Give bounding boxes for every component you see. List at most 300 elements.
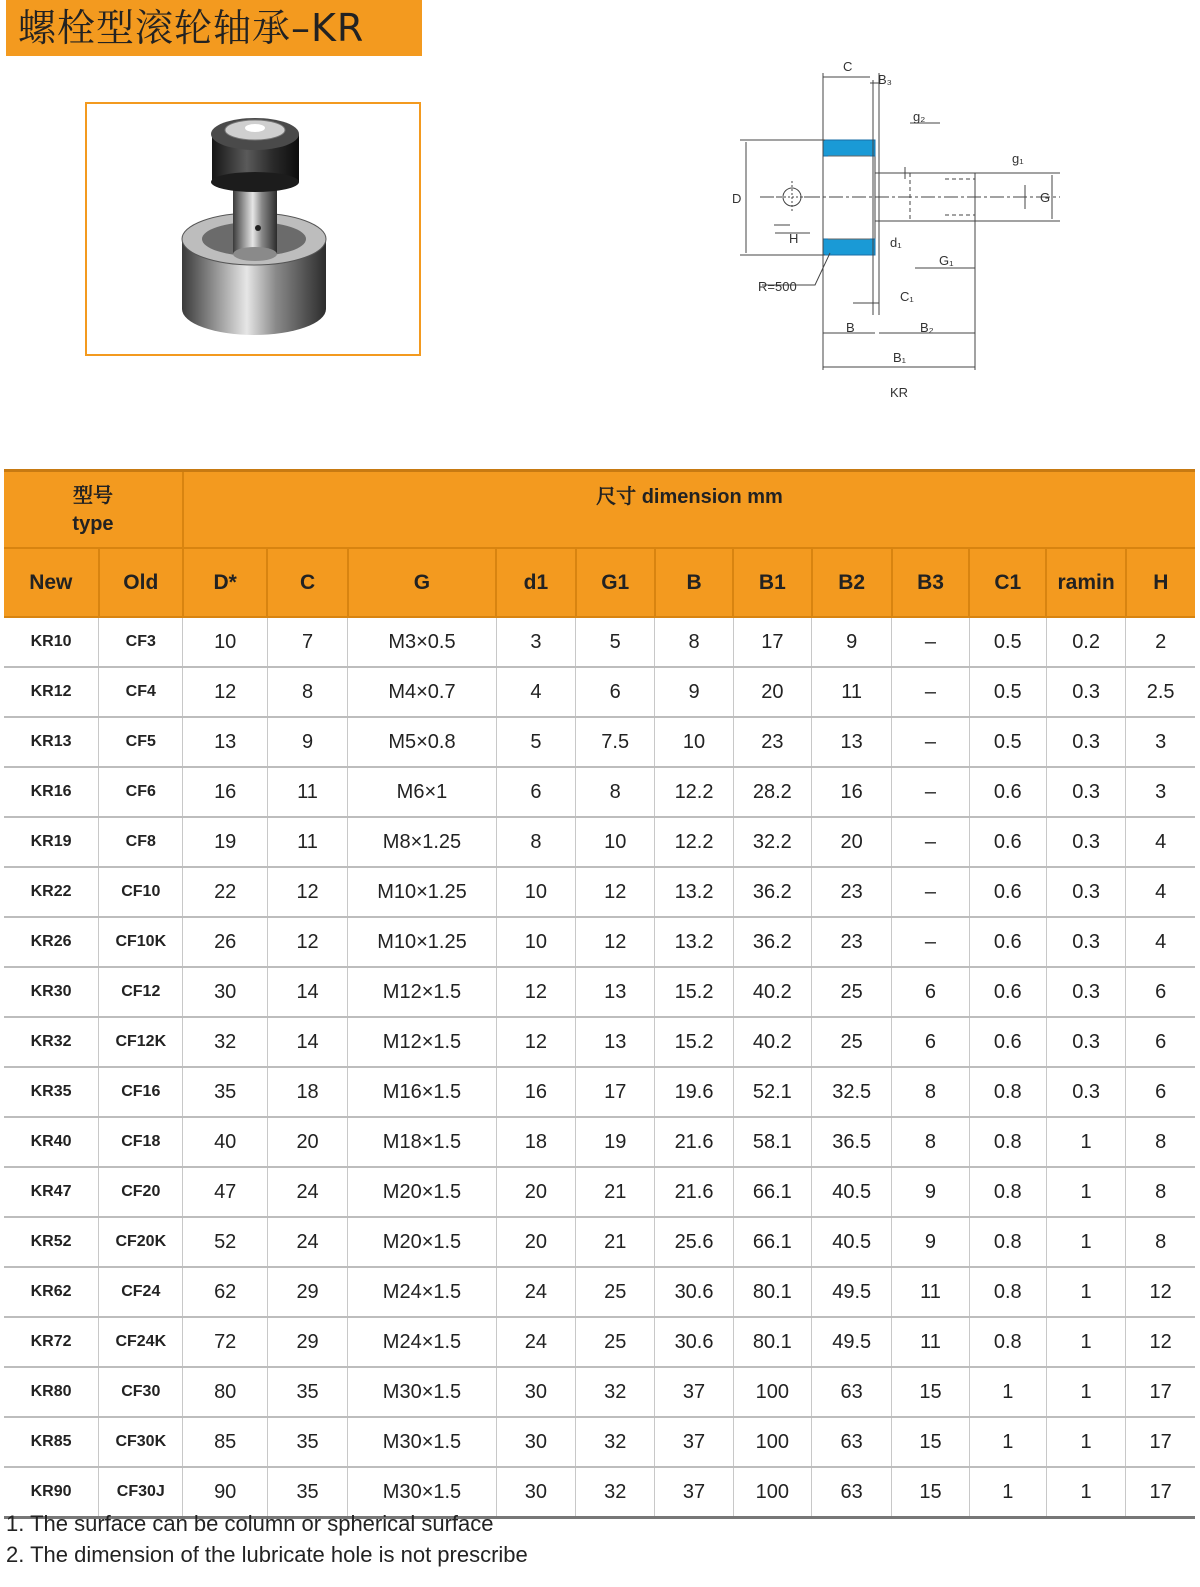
table-cell: M16×1.5 xyxy=(348,1067,496,1117)
table-cell: 80 xyxy=(183,1367,267,1417)
table-cell: 30.6 xyxy=(655,1267,733,1317)
table-cell: 23 xyxy=(812,867,892,917)
table-cell: – xyxy=(892,767,969,817)
table-cell: 17 xyxy=(1126,1367,1195,1417)
table-cell: 40.2 xyxy=(733,1017,811,1067)
table-cell: 10 xyxy=(655,717,733,767)
table-cell: CF30J xyxy=(99,1467,183,1518)
table-cell: 0.3 xyxy=(1046,1017,1125,1067)
table-cell: KR16 xyxy=(4,767,99,817)
table-cell: 6 xyxy=(1126,967,1195,1017)
type-header xyxy=(4,471,183,549)
table-cell: CF12 xyxy=(99,967,183,1017)
table-cell: 12 xyxy=(267,917,347,967)
dimension-header: 尺寸 dimension mm xyxy=(183,471,1195,549)
table-cell: 25 xyxy=(812,967,892,1017)
table-cell: 32 xyxy=(183,1017,267,1067)
table-cell: KR13 xyxy=(4,717,99,767)
table-cell: CF18 xyxy=(99,1117,183,1167)
table-cell: 32.2 xyxy=(733,817,811,867)
dim-label-c1: C₁ xyxy=(900,289,914,304)
table-cell: KR47 xyxy=(4,1167,99,1217)
table-cell: 63 xyxy=(812,1367,892,1417)
table-cell: 36.2 xyxy=(733,867,811,917)
table-cell: 36.5 xyxy=(812,1117,892,1167)
column-header: ramin xyxy=(1046,548,1125,617)
table-cell: 32.5 xyxy=(812,1067,892,1117)
table-row xyxy=(4,917,1195,967)
table-cell: 1 xyxy=(1046,1117,1125,1167)
table-cell: CF4 xyxy=(99,667,183,717)
table-cell: KR32 xyxy=(4,1017,99,1067)
table-cell: 20 xyxy=(496,1167,575,1217)
table-cell: M10×1.25 xyxy=(348,917,496,967)
table-cell: KR62 xyxy=(4,1267,99,1317)
table-cell: 6 xyxy=(1126,1017,1195,1067)
table-cell: 10 xyxy=(183,617,267,667)
table-cell: CF6 xyxy=(99,767,183,817)
table-cell: 1 xyxy=(1046,1317,1125,1367)
table-cell: 0.3 xyxy=(1046,817,1125,867)
table-row xyxy=(4,867,1195,917)
dim-label-b1: B₁ xyxy=(893,350,907,365)
table-cell: KR85 xyxy=(4,1417,99,1467)
table-cell: 0.5 xyxy=(969,717,1046,767)
table-body xyxy=(4,617,1195,1518)
table-cell: 9 xyxy=(892,1167,969,1217)
table-cell: 0.8 xyxy=(969,1317,1046,1367)
table-cell: 66.1 xyxy=(733,1217,811,1267)
note-1: 1. The surface can be column or spherical surface xyxy=(6,1511,494,1536)
table-cell: M20×1.5 xyxy=(348,1167,496,1217)
diagram-caption: KR xyxy=(890,385,909,400)
table-cell: KR40 xyxy=(4,1117,99,1167)
table-cell: 63 xyxy=(812,1417,892,1467)
table-cell: 80.1 xyxy=(733,1267,811,1317)
column-header: G xyxy=(348,548,496,617)
table-cell: 10 xyxy=(496,867,575,917)
table-cell: CF24 xyxy=(99,1267,183,1317)
table-cell: 40.5 xyxy=(812,1217,892,1267)
table-cell: 8 xyxy=(496,817,575,867)
table-cell: 11 xyxy=(892,1267,969,1317)
table-cell: 15 xyxy=(892,1467,969,1518)
table-cell: 2 xyxy=(1126,617,1195,667)
table-cell: 0.3 xyxy=(1046,767,1125,817)
table-cell: 16 xyxy=(183,767,267,817)
table-cell: 6 xyxy=(1126,1067,1195,1117)
table-cell: 13 xyxy=(576,967,655,1017)
column-header: B3 xyxy=(892,548,969,617)
table-cell: 24 xyxy=(496,1267,575,1317)
table-cell: 37 xyxy=(655,1367,733,1417)
table-cell: 23 xyxy=(812,917,892,967)
table-cell: – xyxy=(892,867,969,917)
page-title: 螺栓型滚轮轴承–KR xyxy=(6,0,422,56)
table-cell: KR12 xyxy=(4,667,99,717)
table-cell: 11 xyxy=(267,817,347,867)
table-cell: 58.1 xyxy=(733,1117,811,1167)
dim-label-g1: G₁ xyxy=(939,253,954,268)
column-header: d1 xyxy=(496,548,575,617)
dim-label-b: B xyxy=(846,320,855,335)
type-header-en: type xyxy=(72,512,114,535)
table-cell: 0.3 xyxy=(1046,717,1125,767)
table-cell: 30 xyxy=(496,1417,575,1467)
table-row xyxy=(4,1217,1195,1267)
table-cell: M30×1.5 xyxy=(348,1417,496,1467)
table-cell: 35 xyxy=(267,1367,347,1417)
table-cell: 80.1 xyxy=(733,1317,811,1367)
dim-label-g: G xyxy=(1040,190,1051,205)
table-cell: 10 xyxy=(576,817,655,867)
table-cell: 15.2 xyxy=(655,1017,733,1067)
table-cell: 13.2 xyxy=(655,917,733,967)
note-2: 2. The dimension of the lubricate hole is not prescribe xyxy=(6,1542,528,1567)
table-cell: M30×1.5 xyxy=(348,1367,496,1417)
table-cell: 35 xyxy=(267,1417,347,1467)
table-cell: 12 xyxy=(576,867,655,917)
table-cell: 21.6 xyxy=(655,1117,733,1167)
table-cell: 25.6 xyxy=(655,1217,733,1267)
table-cell: M10×1.25 xyxy=(348,867,496,917)
table-cell: 11 xyxy=(267,767,347,817)
table-cell: 1 xyxy=(969,1367,1046,1417)
table-cell: 13 xyxy=(183,717,267,767)
table-row xyxy=(4,1367,1195,1417)
table-cell: 10 xyxy=(496,917,575,967)
table-cell: – xyxy=(892,817,969,867)
table-cell: 0.8 xyxy=(969,1267,1046,1317)
table-row xyxy=(4,1117,1195,1167)
column-header: H xyxy=(1126,548,1195,617)
table-cell: CF10 xyxy=(99,867,183,917)
table-cell: KR72 xyxy=(4,1317,99,1367)
table-cell: 0.8 xyxy=(969,1167,1046,1217)
table-cell: 3 xyxy=(1126,767,1195,817)
table-cell: 6 xyxy=(576,667,655,717)
table-row xyxy=(4,1017,1195,1067)
table-cell: KR90 xyxy=(4,1467,99,1518)
dim-label-g2: g₂ xyxy=(913,109,926,124)
table-cell: 18 xyxy=(267,1067,347,1117)
table-cell: CF30K xyxy=(99,1417,183,1467)
table-cell: 30 xyxy=(496,1367,575,1417)
table-cell: KR30 xyxy=(4,967,99,1017)
table-cell: 3 xyxy=(1126,717,1195,767)
table-cell: 23 xyxy=(733,717,811,767)
table-row xyxy=(4,1317,1195,1367)
table-cell: 8 xyxy=(1126,1217,1195,1267)
table-cell: 1 xyxy=(1046,1267,1125,1317)
table-cell: CF12K xyxy=(99,1017,183,1067)
column-header: Old xyxy=(99,548,183,617)
table-cell: 8 xyxy=(1126,1167,1195,1217)
table-cell: 0.3 xyxy=(1046,967,1125,1017)
table-cell: CF20 xyxy=(99,1167,183,1217)
table-row xyxy=(4,1267,1195,1317)
table-row xyxy=(4,717,1195,767)
table-cell: 20 xyxy=(267,1117,347,1167)
table-cell: 0.5 xyxy=(969,667,1046,717)
table-cell: 0.3 xyxy=(1046,917,1125,967)
table-cell: 0.6 xyxy=(969,767,1046,817)
table-cell: 25 xyxy=(576,1317,655,1367)
table-cell: 8 xyxy=(892,1117,969,1167)
table-cell: KR26 xyxy=(4,917,99,967)
table-cell: 0.6 xyxy=(969,867,1046,917)
table-cell: CF10K xyxy=(99,917,183,967)
table-row xyxy=(4,1167,1195,1217)
table-cell: 49.5 xyxy=(812,1267,892,1317)
dim-label-g1-small: g₁ xyxy=(1012,151,1024,166)
table-cell: 14 xyxy=(267,967,347,1017)
table-cell: KR80 xyxy=(4,1367,99,1417)
table-cell: M24×1.5 xyxy=(348,1317,496,1367)
table-cell: M8×1.25 xyxy=(348,817,496,867)
dim-label-r: R=500 xyxy=(758,279,797,294)
table-cell: 5 xyxy=(576,617,655,667)
dim-label-h: H xyxy=(789,231,799,246)
table-cell: 1 xyxy=(1046,1167,1125,1217)
table-cell: M3×0.5 xyxy=(348,617,496,667)
table-cell: 4 xyxy=(1126,867,1195,917)
table-row xyxy=(4,967,1195,1017)
table-cell: 9 xyxy=(812,617,892,667)
table-cell: M20×1.5 xyxy=(348,1217,496,1267)
table-cell: 0.8 xyxy=(969,1117,1046,1167)
table-cell: 47 xyxy=(183,1167,267,1217)
table-cell: CF20K xyxy=(99,1217,183,1267)
table-cell: 12 xyxy=(576,917,655,967)
table-cell: 100 xyxy=(733,1467,811,1518)
table-cell: 12 xyxy=(496,967,575,1017)
table-cell: 19.6 xyxy=(655,1067,733,1117)
table-cell: 11 xyxy=(812,667,892,717)
table-cell: 49.5 xyxy=(812,1317,892,1367)
table-cell: 9 xyxy=(267,717,347,767)
table-cell: 37 xyxy=(655,1417,733,1467)
table-cell: 0.6 xyxy=(969,917,1046,967)
table-cell: 24 xyxy=(496,1317,575,1367)
column-header: B xyxy=(655,548,733,617)
table-cell: 30 xyxy=(183,967,267,1017)
footnotes xyxy=(6,1508,528,1570)
table-cell: KR35 xyxy=(4,1067,99,1117)
dim-label-d1: d₁ xyxy=(890,235,902,250)
table-cell: 66.1 xyxy=(733,1167,811,1217)
column-header-row xyxy=(4,548,1195,617)
table-cell: 36.2 xyxy=(733,917,811,967)
table-cell: 6 xyxy=(496,767,575,817)
dim-label-c: C xyxy=(843,59,853,74)
table-cell: 40 xyxy=(183,1117,267,1167)
table-cell: 13 xyxy=(812,717,892,767)
table-cell: 16 xyxy=(812,767,892,817)
table-cell: 12 xyxy=(183,667,267,717)
table-cell: 62 xyxy=(183,1267,267,1317)
column-header: B2 xyxy=(812,548,892,617)
table-cell: 12 xyxy=(1126,1267,1195,1317)
product-photo xyxy=(85,102,421,356)
table-cell: CF30 xyxy=(99,1367,183,1417)
table-cell: CF8 xyxy=(99,817,183,867)
table-cell: 1 xyxy=(1046,1217,1125,1267)
table-cell: 0.6 xyxy=(969,817,1046,867)
table-cell: 85 xyxy=(183,1417,267,1467)
column-header: G1 xyxy=(576,548,655,617)
table-cell: M12×1.5 xyxy=(348,967,496,1017)
table-cell: 21 xyxy=(576,1217,655,1267)
table-cell: 15.2 xyxy=(655,967,733,1017)
table-cell: 35 xyxy=(267,1467,347,1518)
table-cell: 17 xyxy=(1126,1417,1195,1467)
table-cell: 0.3 xyxy=(1046,1067,1125,1117)
table-cell: 17 xyxy=(733,617,811,667)
table-cell: 15 xyxy=(892,1367,969,1417)
table-cell: 20 xyxy=(496,1217,575,1267)
table-cell: 32 xyxy=(576,1367,655,1417)
table-cell: 19 xyxy=(576,1117,655,1167)
table-cell: 18 xyxy=(496,1117,575,1167)
table-cell: – xyxy=(892,617,969,667)
table-cell: 17 xyxy=(576,1067,655,1117)
table-cell: 8 xyxy=(576,767,655,817)
table-cell: 90 xyxy=(183,1467,267,1518)
table-cell: 21 xyxy=(576,1167,655,1217)
table-cell: KR19 xyxy=(4,817,99,867)
table-cell: 25 xyxy=(812,1017,892,1067)
table-cell: 14 xyxy=(267,1017,347,1067)
table-cell: 24 xyxy=(267,1167,347,1217)
table-cell: 0.3 xyxy=(1046,667,1125,717)
table-cell: 0.5 xyxy=(969,617,1046,667)
table-cell: 30 xyxy=(496,1467,575,1518)
table-cell: 4 xyxy=(1126,917,1195,967)
table-cell: KR52 xyxy=(4,1217,99,1267)
table-cell: 6 xyxy=(892,967,969,1017)
table-cell: 0.8 xyxy=(969,1067,1046,1117)
table-cell: 21.6 xyxy=(655,1167,733,1217)
dim-label-b2: B₂ xyxy=(920,320,934,335)
table-cell: 30.6 xyxy=(655,1317,733,1367)
table-row xyxy=(4,1417,1195,1467)
table-row xyxy=(4,767,1195,817)
table-cell: 1 xyxy=(1046,1417,1125,1467)
table-cell: – xyxy=(892,917,969,967)
table-cell: 8 xyxy=(1126,1117,1195,1167)
table-cell: CF5 xyxy=(99,717,183,767)
table-cell: 8 xyxy=(892,1067,969,1117)
table-cell: 19 xyxy=(183,817,267,867)
table-cell: 32 xyxy=(576,1467,655,1518)
table-cell: 12.2 xyxy=(655,767,733,817)
table-cell: 2.5 xyxy=(1126,667,1195,717)
table-cell: 12 xyxy=(267,867,347,917)
table-cell: 13 xyxy=(576,1017,655,1067)
table-cell: 7 xyxy=(267,617,347,667)
table-cell: M4×0.7 xyxy=(348,667,496,717)
table-row xyxy=(4,1067,1195,1117)
table-cell: 52.1 xyxy=(733,1067,811,1117)
table-cell: M18×1.5 xyxy=(348,1117,496,1167)
table-cell: 24 xyxy=(267,1217,347,1267)
table-cell: 8 xyxy=(267,667,347,717)
table-row xyxy=(4,817,1195,867)
type-header-cn: 型号 xyxy=(72,484,113,507)
table-cell: 32 xyxy=(576,1417,655,1467)
table-cell: 16 xyxy=(496,1067,575,1117)
table-cell: 8 xyxy=(655,617,733,667)
table-cell: 12.2 xyxy=(655,817,733,867)
table-cell: KR10 xyxy=(4,617,99,667)
table-cell: 37 xyxy=(655,1467,733,1518)
table-cell: – xyxy=(892,717,969,767)
table-cell: 13.2 xyxy=(655,867,733,917)
table-cell: M12×1.5 xyxy=(348,1017,496,1067)
table-cell: M5×0.8 xyxy=(348,717,496,767)
table-row xyxy=(4,667,1195,717)
table-cell: 20 xyxy=(733,667,811,717)
table-cell: 20 xyxy=(812,817,892,867)
table-cell: 17 xyxy=(1126,1467,1195,1518)
table-cell: 100 xyxy=(733,1417,811,1467)
table-cell: 1 xyxy=(1046,1367,1125,1417)
table-cell: 40.5 xyxy=(812,1167,892,1217)
table-cell: 3 xyxy=(496,617,575,667)
table-cell: 28.2 xyxy=(733,767,811,817)
table-cell: 26 xyxy=(183,917,267,967)
table-cell: 52 xyxy=(183,1217,267,1267)
column-header: C xyxy=(267,548,347,617)
dim-label-b3: B₃ xyxy=(878,72,892,87)
table-cell: CF3 xyxy=(99,617,183,667)
column-header: C1 xyxy=(969,548,1046,617)
table-cell: 100 xyxy=(733,1367,811,1417)
table-cell: 29 xyxy=(267,1267,347,1317)
table-cell: 4 xyxy=(496,667,575,717)
table-cell: 9 xyxy=(655,667,733,717)
table-cell: 0.8 xyxy=(969,1217,1046,1267)
column-header: New xyxy=(4,548,99,617)
dim-label-d: D xyxy=(732,191,742,206)
table-cell: 11 xyxy=(892,1317,969,1367)
table-cell: CF24K xyxy=(99,1317,183,1367)
table-cell: M6×1 xyxy=(348,767,496,817)
table-cell: 40.2 xyxy=(733,967,811,1017)
column-header: D* xyxy=(183,548,267,617)
table-cell: – xyxy=(892,667,969,717)
table-cell: 72 xyxy=(183,1317,267,1367)
table-cell: 1 xyxy=(1046,1467,1125,1518)
table-cell: 0.3 xyxy=(1046,867,1125,917)
table-cell: 4 xyxy=(1126,817,1195,867)
table-cell: 0.6 xyxy=(969,1017,1046,1067)
table-cell: 15 xyxy=(892,1417,969,1467)
table-cell: CF16 xyxy=(99,1067,183,1117)
table-cell: 12 xyxy=(496,1017,575,1067)
table-cell: 7.5 xyxy=(576,717,655,767)
table-cell: 22 xyxy=(183,867,267,917)
table-cell: 9 xyxy=(892,1217,969,1267)
table-cell: 29 xyxy=(267,1317,347,1367)
table-cell: M24×1.5 xyxy=(348,1267,496,1317)
table-cell: 0.2 xyxy=(1046,617,1125,667)
table-cell: 6 xyxy=(892,1017,969,1067)
table-row xyxy=(4,617,1195,667)
table-cell: 0.6 xyxy=(969,967,1046,1017)
table-cell: 1 xyxy=(969,1417,1046,1467)
